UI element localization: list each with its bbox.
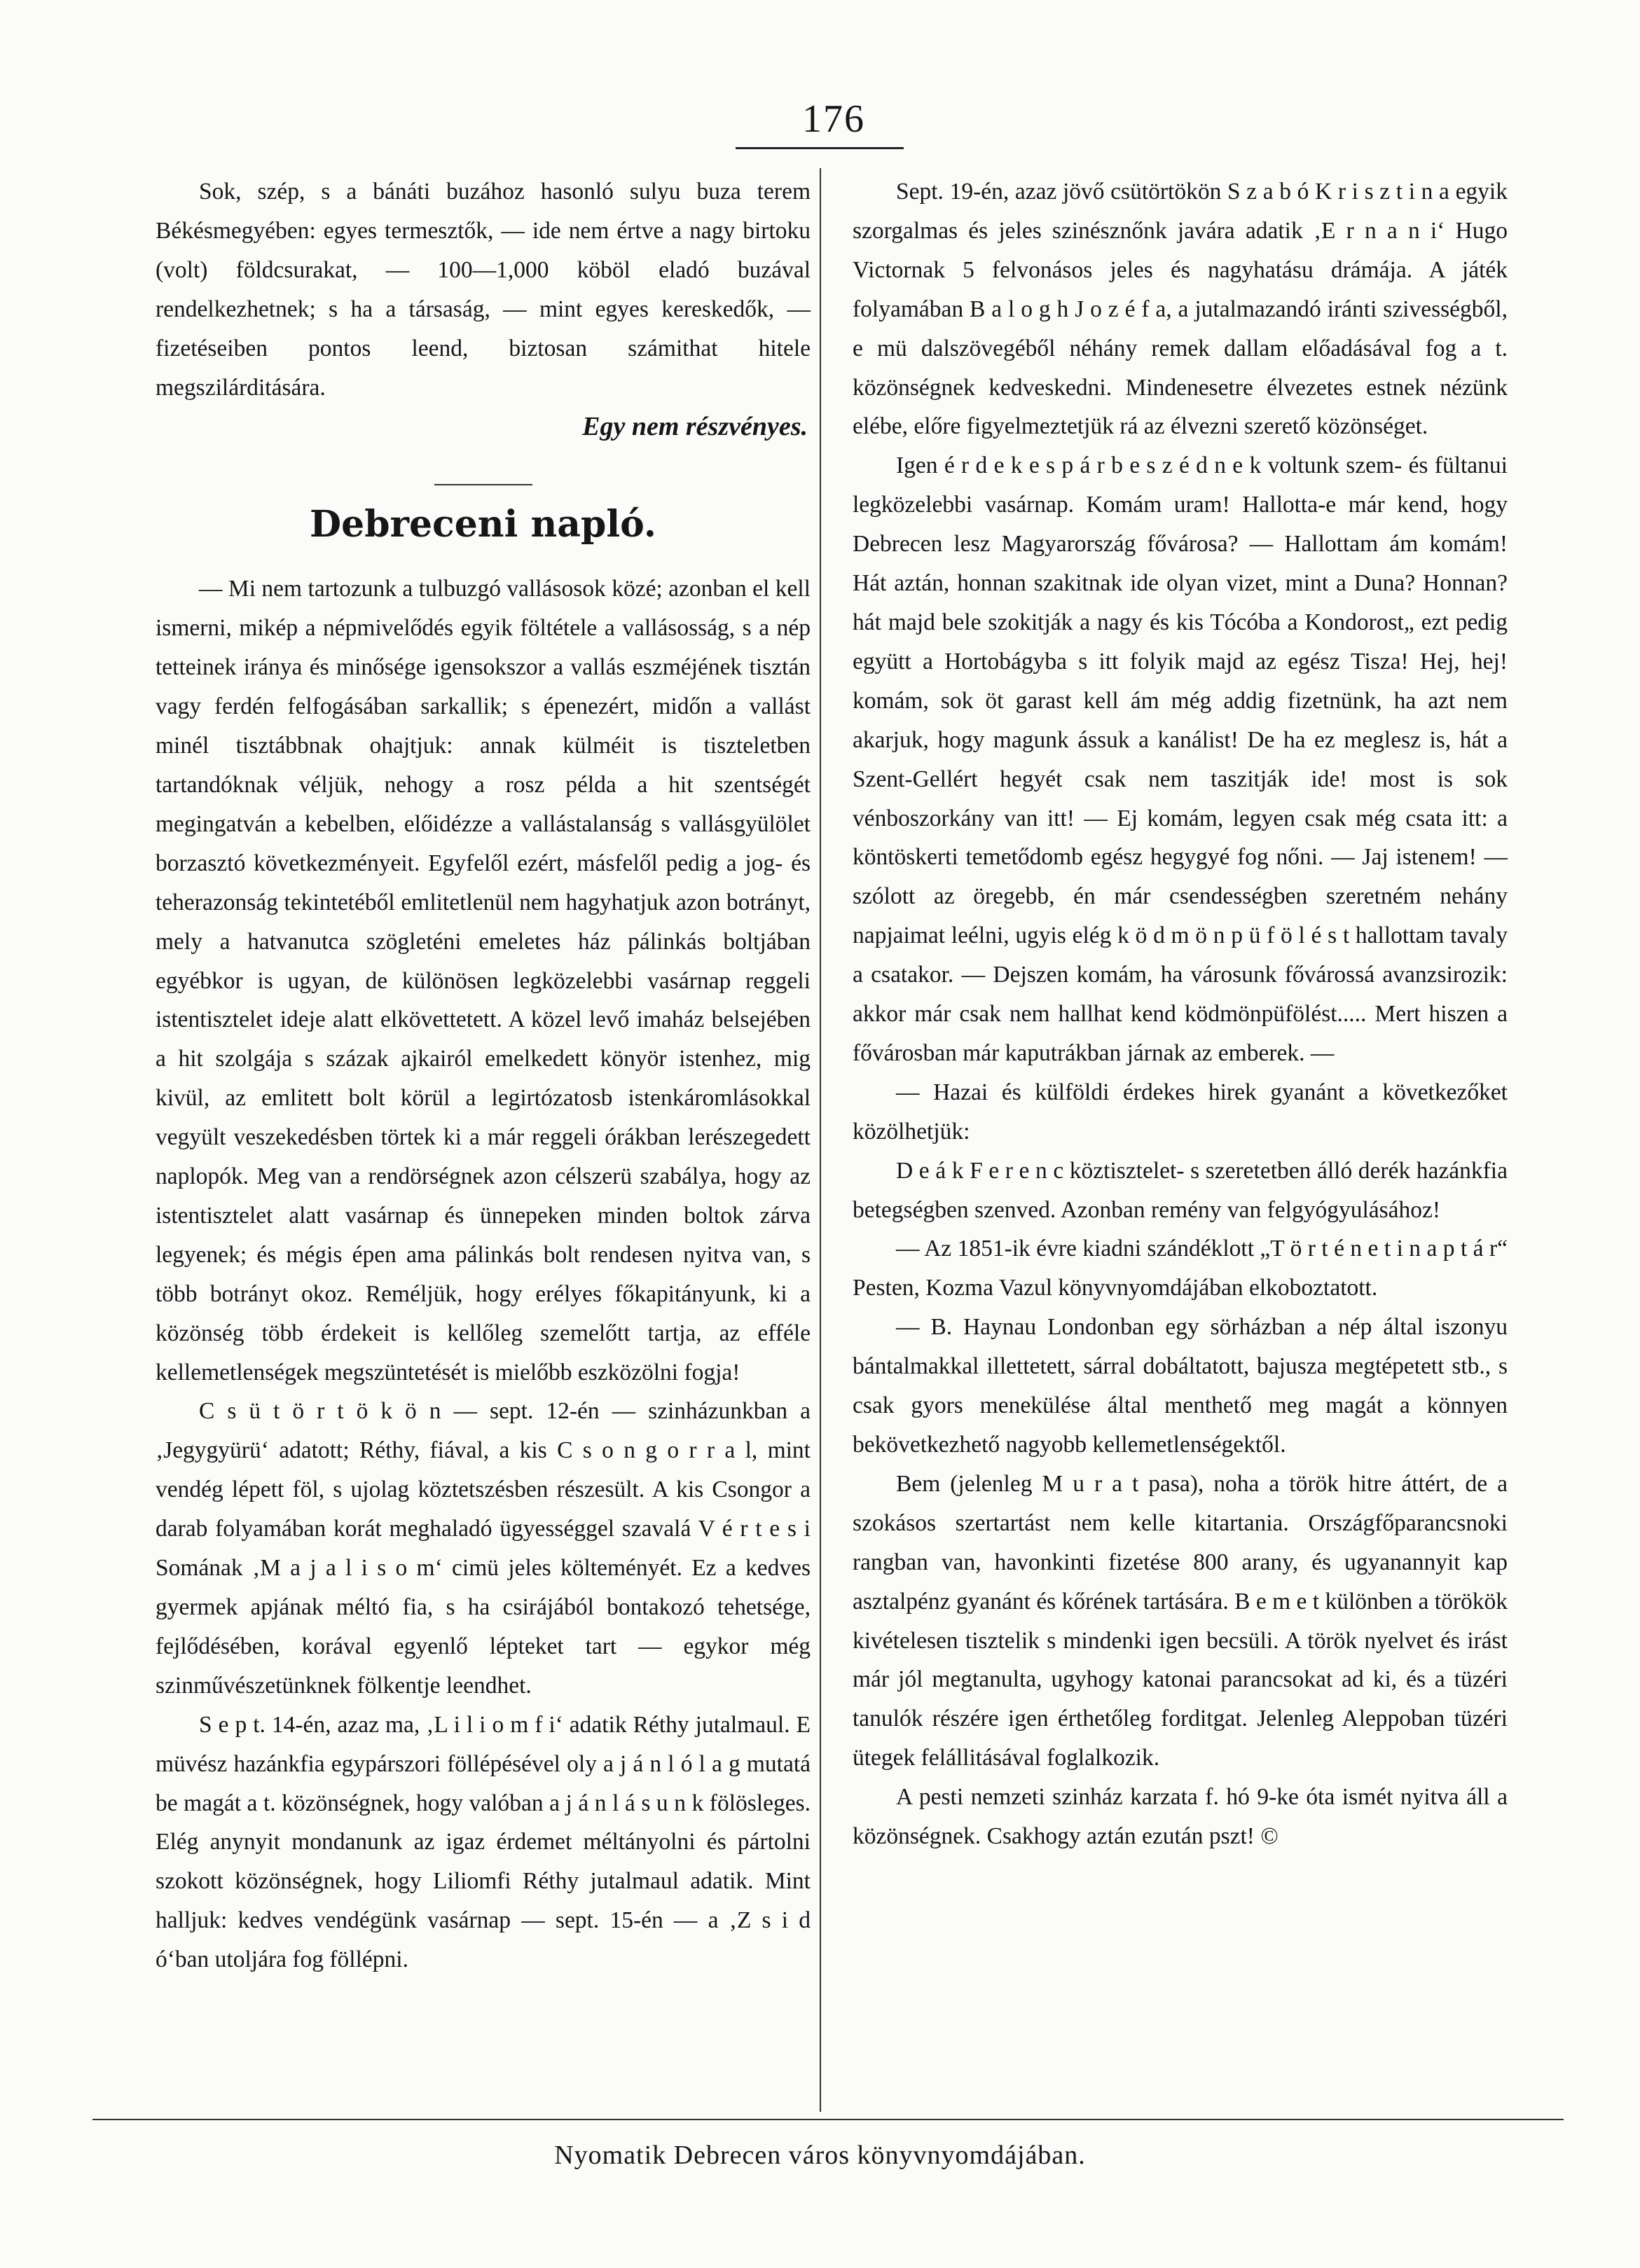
header-rule [736,147,904,149]
article-paragraph: S e p t. 14-én, azaz ma, ‚L i l i o m f i‘ adatik Réthy jutalmaul. E müvész hazánkfia egypárszori föllépésével oly a j á n l ó l a g mutatá be magát a t. közönségnek, hogy valóban a j á n l á s u n k fölösleges. Elég anynyit mondanunk az igaz érdemet méltányolni és pártolni szokott közönségnek, hogy Liliomfi Réthy jutalmaul adatik. Mint halljuk: kedves vendégünk vasárnap — sept. 15-én — a ‚Z s i d ó‘ban utoljára fog föllépni. [156,1711,811,1973]
article-paragraph: — Az 1851-ik évre kiadni szándéklott „T ö r t é n e t i n a p t á r“ Pesten, Kozma Vazul könyvnyomdájában elkoboztatott. [853,1236,1508,1301]
article-paragraph: Bem (jelenleg M u r a t pasa), noha a török hitre áttért, de a szokásos szertartást nem kelle kitartania. Országfőparancsnoki rangban van, havonkinti fizetése 800 arany, és ugyanannyit kap asztalpénz gyanánt és kőrének tartására. B e m e t különben a törökök kivételesen tisztelik s mindenki igen becsüli. A török nyelvet és irást már jól megtanulta, ugyhogy katonai parancsokat ad ki, és a tüzéri tanulók részére igen érthetőleg forditgat. Jelenleg Aleppoban tüzéri ütegek felállitásával foglalkozik. [853,1470,1508,1771]
page-number: 176 [802,97,865,141]
printer-imprint: Nyomatik Debrecen város könyvnyomdájában. [554,2141,1086,2170]
right-column [853,172,1508,1856]
article-paragraph: — Hazai és külföldi érdekes hirek gyanánt a következőket közölhetjük: [853,1079,1508,1145]
intro-paragraph: Sok, szép, s a bánáti buzához hasonló sulyu buza terem Békésmegyében: egyes termesztők, — ide nem értve a nagy birtoku (volt) földcsurakat, — 100—1,000 köböl eladó buzával rendelkezhetnek; s ha a társaság, — mint egyes kereskedők, — fizetéseiben pontos leend, biztosan számithat hitele megszilárditására. [156,179,811,401]
article-paragraph: — Mi nem tartozunk a tulbuzgó vallásosok közé; azonban el kell ismerni, mikép a népmivelődés egyik föltétele a vallásosság, s a nép tetteinek iránya és minősége igensokszor a vallás eszméjének tisztán vagy ferdén felfogásában sarkallik; s épenezért, midőn a vallást minél tisztábbnak ohajtjuk: annak külméit is tiszteletben tartandóknak véljük, nehogy a rosz példa a hit szentségét megingatván a kebelben, előidézze a vallástalanság s vallásgyülölet borzasztó következményeit. Egyfelől ezért, másfelől pedig a jog- és teherazonság tekintetéből emlitetlenül nem hagyhatjuk azon botrányt, mely a hatvanutca szögleténi emeletes ház pálinkás boltjában egyébkor is ugyan, de különösen legközelebbi vasárnap reggeli istentisztelet ideje alatt elkövettetett. A közel levő imaház belsejében a hit szolgája s százak ajkairól emelkedett könyör istenhez, mig kivül, az emlitett bolt körül a legirtózatosb istenkáromlásokkal vegyült veszekedésben törtek ki a már reggeli órákban lerészegedett naplopók. Meg van a rendörségnek azon célszerü szabálya, hogy az istentisztelet alatt vasárnap és ünnepeken minden boltok zárva legyenek; és mégis épen ama pálinkás bolt rendesen nyitva van, s több botrányt okoz. Reméljük, hogy erélyes főkapitányunk, ki a közönség több érdekeit is kellőleg szemelőtt tartja, az efféle kellemetlenségek megszüntetését is mielőbb eszközölni fogja! [156,576,811,1385]
article-paragraph: Sept. 19-én, azaz jövő csütörtökön S z a b ó K r i s z t i n a egyik szorgalmas és jeles szinésznőnk javára adatik ‚E r n a n i‘ Hugo Victornak 5 felvonásos jeles és nagyhatásu drámája. A játék folyamában B a l o g h J o z é f a, a jutalmazandó iránti szivességből, e mü dalszövegéből néhány remek dallam előadásával fog a t. közönségnek kedveskedni. Mindenesetre élvezetes estnek nézünk elébe, előre figyelmeztetjük rá az élvezni szerető közönséget. [853,179,1508,440]
article-paragraph: Igen é r d e k e s p á r b e s z é d n e k voltunk szem- és fültanui legközelebbi vasárnap. Komám uram! Hallotta-e már kend, hogy Debrecen lesz Magyarország fővárosa? — Hallottam ám komám! Hát aztán, honnan szakitnak ide olyan vizet, mint a Duna? Honnan? hát majd bele szokitják a nagy és kis Tócóba a Kondorost„ ezt pedig együtt a Hortobágyba s itt folyik majd az egész Tisza! Hej, hej! komám, sok öt garast kell ám még addig fizetnünk, ha azt nem akarjuk, hogy magunk ássuk a kanálist! De ha ez meglesz is, hát a Szent-Gellért hegyét csak nem taszitják ide! most is sok vénboszorkány van itt! — Ej komám, legyen csak még csata itt: a köntöskerti temetődomb egész hegygyé fog nőni. — Jaj istenem! — szólott az öregebb, én már csendességben szeretném nehány napjaimat leélni, ugyis elég k ö d m ö n p ü f ö l é s t hallottam tavaly a csatakor. — Dejszen komám, ha városunk fővárossá avanzsirozik: akkor már csak nem hallhat kend ködmönpüfölést..... Mert hiszen a fővárosban már kaputrákban járnak az emberek. — [853,452,1508,1066]
article-paragraph: A pesti nemzeti szinház karzata f. hó 9-ke óta ismét nyitva áll a közönségnek. Csakhogy aztán ezután pszt! © [853,1784,1508,1850]
footer-rule [92,2119,1564,2120]
signature: Egy nem részvényes. [582,412,808,442]
column-divider [820,168,821,2112]
article-paragraph: D e á k F e r e n c köztisztelet- s szeretetben álló derék hazánkfia betegségben szenved. Azonban remény van felgyógyulásához! [853,1157,1508,1223]
section-divider [434,484,532,485]
article-paragraph: C s ü t ö r t ö k ö n — sept. 12-én — szinházunkban a ‚Jegygyürü‘ adatott; Réthy, fiával, a kis C s o n g o r r a l, mint vendég lépett föl, s ujolag köztetszésben részesült. A kis Csongor a darab folyamában korát meghaladó ügyességgel szavalá V é r t e s i Somának ‚M a j a l i s o m‘ cimü jeles költeményét. Ez a kedves gyermek apjának méltó fia, s ha csirájából bontakozó tehetsége, fejlődésében, korával egyenlő lépteket tart — egykor még szinművészetünknek fölkentje leendhet. [156,1398,811,1699]
left-column [156,172,811,1979]
article-paragraph: — B. Haynau Londonban egy sörházban a nép által iszonyu bántalmakkal illettetett, sárral dobáltatott, bajusza megtépetett stb., s csak gyors menekülése által menthető meg magát a könnyen bekövetkezhető nagyobb kellemetlenségektől. [853,1314,1508,1458]
section-title: Debreceni napló. [310,503,656,546]
